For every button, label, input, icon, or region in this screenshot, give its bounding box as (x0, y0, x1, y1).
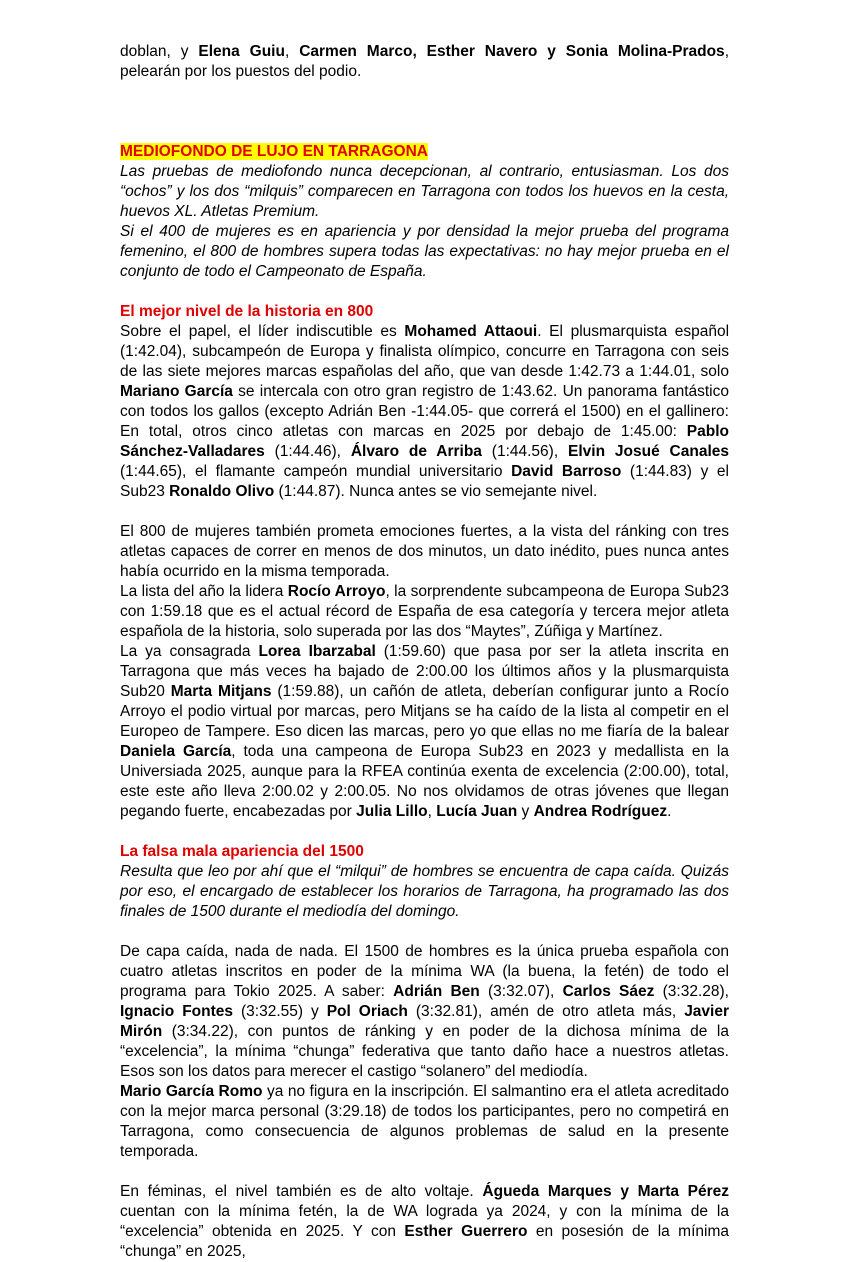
athlete-names: Águeda Marques y Marta Pérez (482, 1183, 730, 1200)
text-run: (1:44.87). Nunca antes se vio semejante nivel. (274, 483, 598, 500)
athlete-name: Mario García Romo (120, 1083, 263, 1100)
text-run: ya no figura en la inscripción. El salmantino era el atleta acreditado con la mejor marca personal (3:29.18) de todos los participantes, pero no competirá en Tarragona, como consecuencia de algunos problemas de salud en la presente temporada. (120, 1083, 730, 1160)
athlete-name: Esther Guerrero (404, 1223, 528, 1240)
text-run: La ya consagrada (120, 643, 259, 660)
text-run: , (427, 803, 437, 820)
spacer (120, 502, 729, 522)
spacer (120, 822, 729, 842)
athlete-name: Andrea Rodríguez (533, 803, 668, 820)
text-run: (3:32.28), (654, 983, 729, 1000)
section-heading-800: El mejor nivel de la historia en 800 (120, 303, 374, 320)
text-run: (3:32.07), (479, 983, 563, 1000)
body-paragraph (120, 1182, 729, 1262)
section-heading-mediofondo (120, 142, 729, 162)
text-run: (1:59.60) que pasa por ser la atleta inscrita en Tarragona que más veces ha bajado de 2:00.00 los últimos años y la plusmarquista Sub20 (120, 643, 729, 700)
text-run: (1:59.88), un cañón de atleta, deberían configurar junto a Rocío Arroyo el podio virtual por marcas, pero Mitjans se ha caído de la lista al competir en el Europeo de Tampere. Eso dicen las marcas, pero yo que ellas no me fiaría de la balear (120, 683, 729, 740)
text-run: doblan, y (120, 43, 199, 60)
athlete-name: Elena Guiu (198, 43, 285, 60)
text-run: (3:32.81), amén de otro atleta más, (407, 1003, 685, 1020)
athlete-name: Lucía Juan (436, 803, 518, 820)
spacer (120, 922, 729, 942)
text-run: , (284, 43, 300, 60)
body-paragraph (120, 1082, 729, 1162)
body-paragraph (120, 942, 729, 1082)
text-run: . (667, 803, 672, 820)
text-run: , toda una campeona de Europa Sub23 en 2023 y medallista en la Universiada 2025, aunque para la RFEA continúa exenta de excelencia (2:00.00), total, este este año lleva 2:00.02 y 2:00.05. No nos olvidamos de otras jóvenes que llegan pegando fuerte, encabezadas por (120, 743, 729, 820)
athlete-names: Carmen Marco, Esther Navero y Sonia Molina-Prados (299, 43, 725, 60)
text-run: La lista del año la lidera (120, 583, 288, 600)
text-run: cuentan con la mínima fetén, la de WA lograda ya 2024, y con la mínima de la “excelencia” obtenida en 2025. Y con (120, 1203, 729, 1240)
text-run: en posesión de la mínima “chunga” en 2025, (120, 1223, 729, 1260)
lead-paragraph: Si el 400 de mujeres es en apariencia y por densidad la mejor prueba del programa femenino, el 800 de hombres supera todas las expectativas: no hay mejor prueba en el conjunto de todo el Campeonato de España. (120, 223, 729, 280)
lead-paragraph: Las pruebas de mediofondo nunca decepcionan, al contrario, entusiasman. Los dos “ochos” y los dos “milquis” comparecen en Tarragona con todos los huevos en la cesta, huevos XL. Atletas Premium. (120, 163, 729, 220)
lead-paragraph: Resulta que leo por ahí que el “milqui” de hombres se encuentra de capa caída. Quizás por eso, el encargado de establecer los horarios de Tarragona, ha programado las dos finales de 1500 durante el mediodía del domingo. (120, 863, 729, 920)
athlete-name: Ronaldo Olivo (169, 483, 275, 500)
text-run: , pelearán por los puestos del podio. (120, 43, 729, 80)
text-run: (3:32.55) y (233, 1003, 327, 1020)
athlete-name: Carlos Sáez (562, 983, 655, 1000)
body-paragraph (120, 582, 729, 642)
body-paragraph (120, 642, 729, 822)
text-run: se intercala con otro gran registro de 1:43.62. Un panorama fantástico con todos los gallos (excepto Adrián Ben -1:44.05- que correrá el 1500) en el gallinero: En total, otros cinco atletas con marcas en 2025 por debajo de 1:45.00: (120, 383, 729, 440)
document-page (120, 42, 729, 1262)
text-run: De capa caída, nada de nada. El 1500 de hombres es la única prueba española con cuatro atletas inscritos en poder de la mínima WA (la buena, la fetén) de todo el programa para Tokio 2025. A saber: (120, 943, 729, 1000)
athlete-name: Pol Oriach (326, 1003, 408, 1020)
highlighted-heading: MEDIOFONDO DE LUJO EN TARRAGONA (120, 143, 428, 160)
athlete-name: Julia Lillo (356, 803, 428, 820)
athlete-name: David Barroso (511, 463, 622, 480)
athlete-name: Marta Mitjans (170, 683, 272, 700)
athlete-name: Rocío Arroyo (287, 583, 386, 600)
athlete-name: Lorea Ibarzabal (258, 643, 376, 660)
body-paragraph: El 800 de mujeres también prometa emociones fuertes, a la vista del ránking con tres atletas capaces de correr en menos de dos minutos, un dato inédito, pues nunca antes había ocurrido en la misma temporada. (120, 523, 729, 580)
athlete-name: Álvaro de Arriba (350, 443, 482, 460)
athlete-name: Adrián Ben (393, 983, 480, 1000)
athlete-name: Javier Mirón (120, 1003, 730, 1040)
text-run: y (517, 803, 534, 820)
athlete-name: Pablo Sánchez-Valladares (120, 423, 729, 460)
spacer (120, 282, 729, 302)
text-run: En féminas, el nivel también es de alto voltaje. (120, 1183, 483, 1200)
athlete-name: Mariano García (120, 383, 233, 400)
text-run: , la sorprendente subcampeona de Europa Sub23 con 1:59.18 que es el actual récord de España de esa categoría y tercera mejor atleta española de la historia, solo superada por las dos “Maytes”, Zúñiga y Martínez. (120, 583, 729, 640)
text-run: (1:44.56), (481, 443, 568, 460)
text-run: . El plusmarquista español (1:42.04), subcampeón de Europa y finalista olímpico, concurre en Tarragona con seis de las siete mejores marcas españolas del año, que van desde 1:42.73 a 1:44.01, solo (120, 323, 730, 380)
intro-paragraph (120, 42, 729, 82)
athlete-name: Daniela García (120, 743, 232, 760)
text-run: (3:34.22), con puntos de ránking y en poder de la dichosa mínima de la “excelencia”, la mínima “chunga” federativa que tanto daño hace a nuestros atletas. Esos son los datos para merecer el castigo “solanero” del mediodía. (120, 1023, 729, 1080)
spacer (120, 82, 729, 142)
athlete-name: Elvin Josué Canales (568, 443, 729, 460)
text-run: (1:44.65), el flamante campeón mundial universitario (120, 463, 512, 480)
athlete-name: Ignacio Fontes (120, 1003, 234, 1020)
text-run: (1:44.46), (264, 443, 351, 460)
text-run: Sobre el papel, el líder indiscutible es (120, 323, 405, 340)
text-run: (1:44.83) y el Sub23 (120, 463, 729, 500)
athlete-name: Mohamed Attaoui (404, 323, 538, 340)
body-paragraph (120, 322, 729, 502)
section-heading-1500: La falsa mala apariencia del 1500 (120, 843, 364, 860)
spacer (120, 1162, 729, 1182)
